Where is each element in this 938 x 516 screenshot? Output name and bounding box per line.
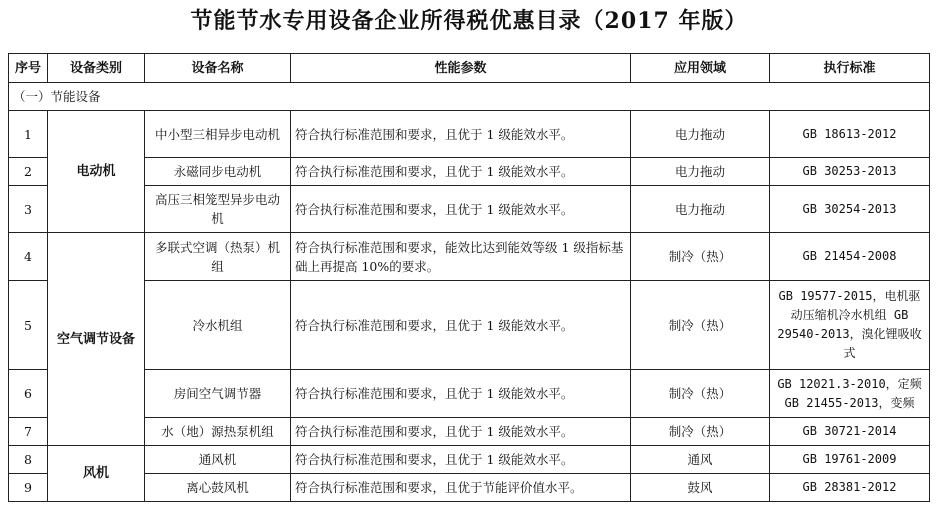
- row-seq: 6: [9, 370, 48, 418]
- row-name: 中小型三相异步电动机: [145, 111, 291, 158]
- header-category: 设备类别: [48, 54, 145, 83]
- table-row: [9, 158, 930, 186]
- header-field: 应用领域: [631, 54, 770, 83]
- table-row: [9, 233, 930, 281]
- header-params: 性能参数: [291, 54, 631, 83]
- row-field: 鼓风: [631, 474, 770, 502]
- row-field: 制冷（热）: [631, 418, 770, 446]
- row-seq: 7: [9, 418, 48, 446]
- row-name: 永磁同步电动机: [145, 158, 291, 186]
- row-standard: GB 18613-2012: [770, 111, 930, 158]
- row-field: 制冷（热）: [631, 370, 770, 418]
- page-title: 节能节水专用设备企业所得税优惠目录（2017 年版）: [190, 8, 748, 34]
- row-params: 符合执行标准范围和要求，且优于 1 级能效水平。: [291, 446, 631, 474]
- row-params: 符合执行标准范围和要求，且优于 1 级能效水平。: [291, 111, 631, 158]
- row-params: 符合执行标准范围和要求，且优于 1 级能效水平。: [291, 186, 631, 233]
- row-seq: 4: [9, 233, 48, 281]
- category-cell: 风机: [48, 446, 145, 502]
- row-standard: GB 30721-2014: [770, 418, 930, 446]
- row-seq: 8: [9, 446, 48, 474]
- equipment-table: [8, 53, 930, 502]
- row-name: 多联式空调（热泵）机组: [145, 233, 291, 281]
- header-name: 设备名称: [145, 54, 291, 83]
- row-params: 符合执行标准范围和要求，且优于 1 级能效水平。: [291, 281, 631, 370]
- row-standard: GB 28381-2012: [770, 474, 930, 502]
- category-cell: 空气调节设备: [48, 233, 145, 446]
- row-field: 制冷（热）: [631, 233, 770, 281]
- row-seq: 3: [9, 186, 48, 233]
- header-row: [9, 54, 930, 83]
- row-name: 通风机: [145, 446, 291, 474]
- row-name: 离心鼓风机: [145, 474, 291, 502]
- row-seq: 9: [9, 474, 48, 502]
- row-field: 电力拖动: [631, 158, 770, 186]
- row-params: 符合执行标准范围和要求，且优于 1 级能效水平。: [291, 418, 631, 446]
- row-seq: 5: [9, 281, 48, 370]
- header-standard: 执行标准: [770, 54, 930, 83]
- row-field: 通风: [631, 446, 770, 474]
- row-params: 符合执行标准范围和要求，且优于 1 级能效水平。: [291, 158, 631, 186]
- row-seq: 1: [9, 111, 48, 158]
- row-name: 房间空气调节器: [145, 370, 291, 418]
- row-standard: GB 12021.3-2010，定频 GB 21455-2013，变频: [770, 370, 930, 418]
- table-row: [9, 446, 930, 474]
- row-standard: GB 19761-2009: [770, 446, 930, 474]
- category-cell: 电动机: [48, 111, 145, 233]
- row-standard: GB 30254-2013: [770, 186, 930, 233]
- row-field: 电力拖动: [631, 186, 770, 233]
- row-standard: GB 30253-2013: [770, 158, 930, 186]
- header-seq: 序号: [9, 54, 48, 83]
- row-params: 符合执行标准范围和要求，且优于节能评价值水平。: [291, 474, 631, 502]
- table-row: [9, 111, 930, 158]
- row-seq: 2: [9, 158, 48, 186]
- row-params: 符合执行标准范围和要求，且优于 1 级能效水平。: [291, 370, 631, 418]
- table-row: [9, 370, 930, 418]
- row-name: 高压三相笼型异步电动机: [145, 186, 291, 233]
- section-row: [9, 83, 930, 111]
- table-row: [9, 474, 930, 502]
- row-name: 冷水机组: [145, 281, 291, 370]
- section-title: （一）节能设备: [9, 83, 930, 111]
- row-name: 水（地）源热泵机组: [145, 418, 291, 446]
- row-standard: GB 21454-2008: [770, 233, 930, 281]
- row-params: 符合执行标准范围和要求，能效比达到能效等级 1 级指标基础上再提高 10%的要求。: [291, 233, 631, 281]
- row-field: 制冷（热）: [631, 281, 770, 370]
- table-row: [9, 281, 930, 370]
- row-field: 电力拖动: [631, 111, 770, 158]
- table-row: [9, 418, 930, 446]
- table-row: [9, 186, 930, 233]
- row-standard: GB 19577-2015，电机驱动压缩机冷水机组 GB 29540-2013，溴化锂吸收式: [770, 281, 930, 370]
